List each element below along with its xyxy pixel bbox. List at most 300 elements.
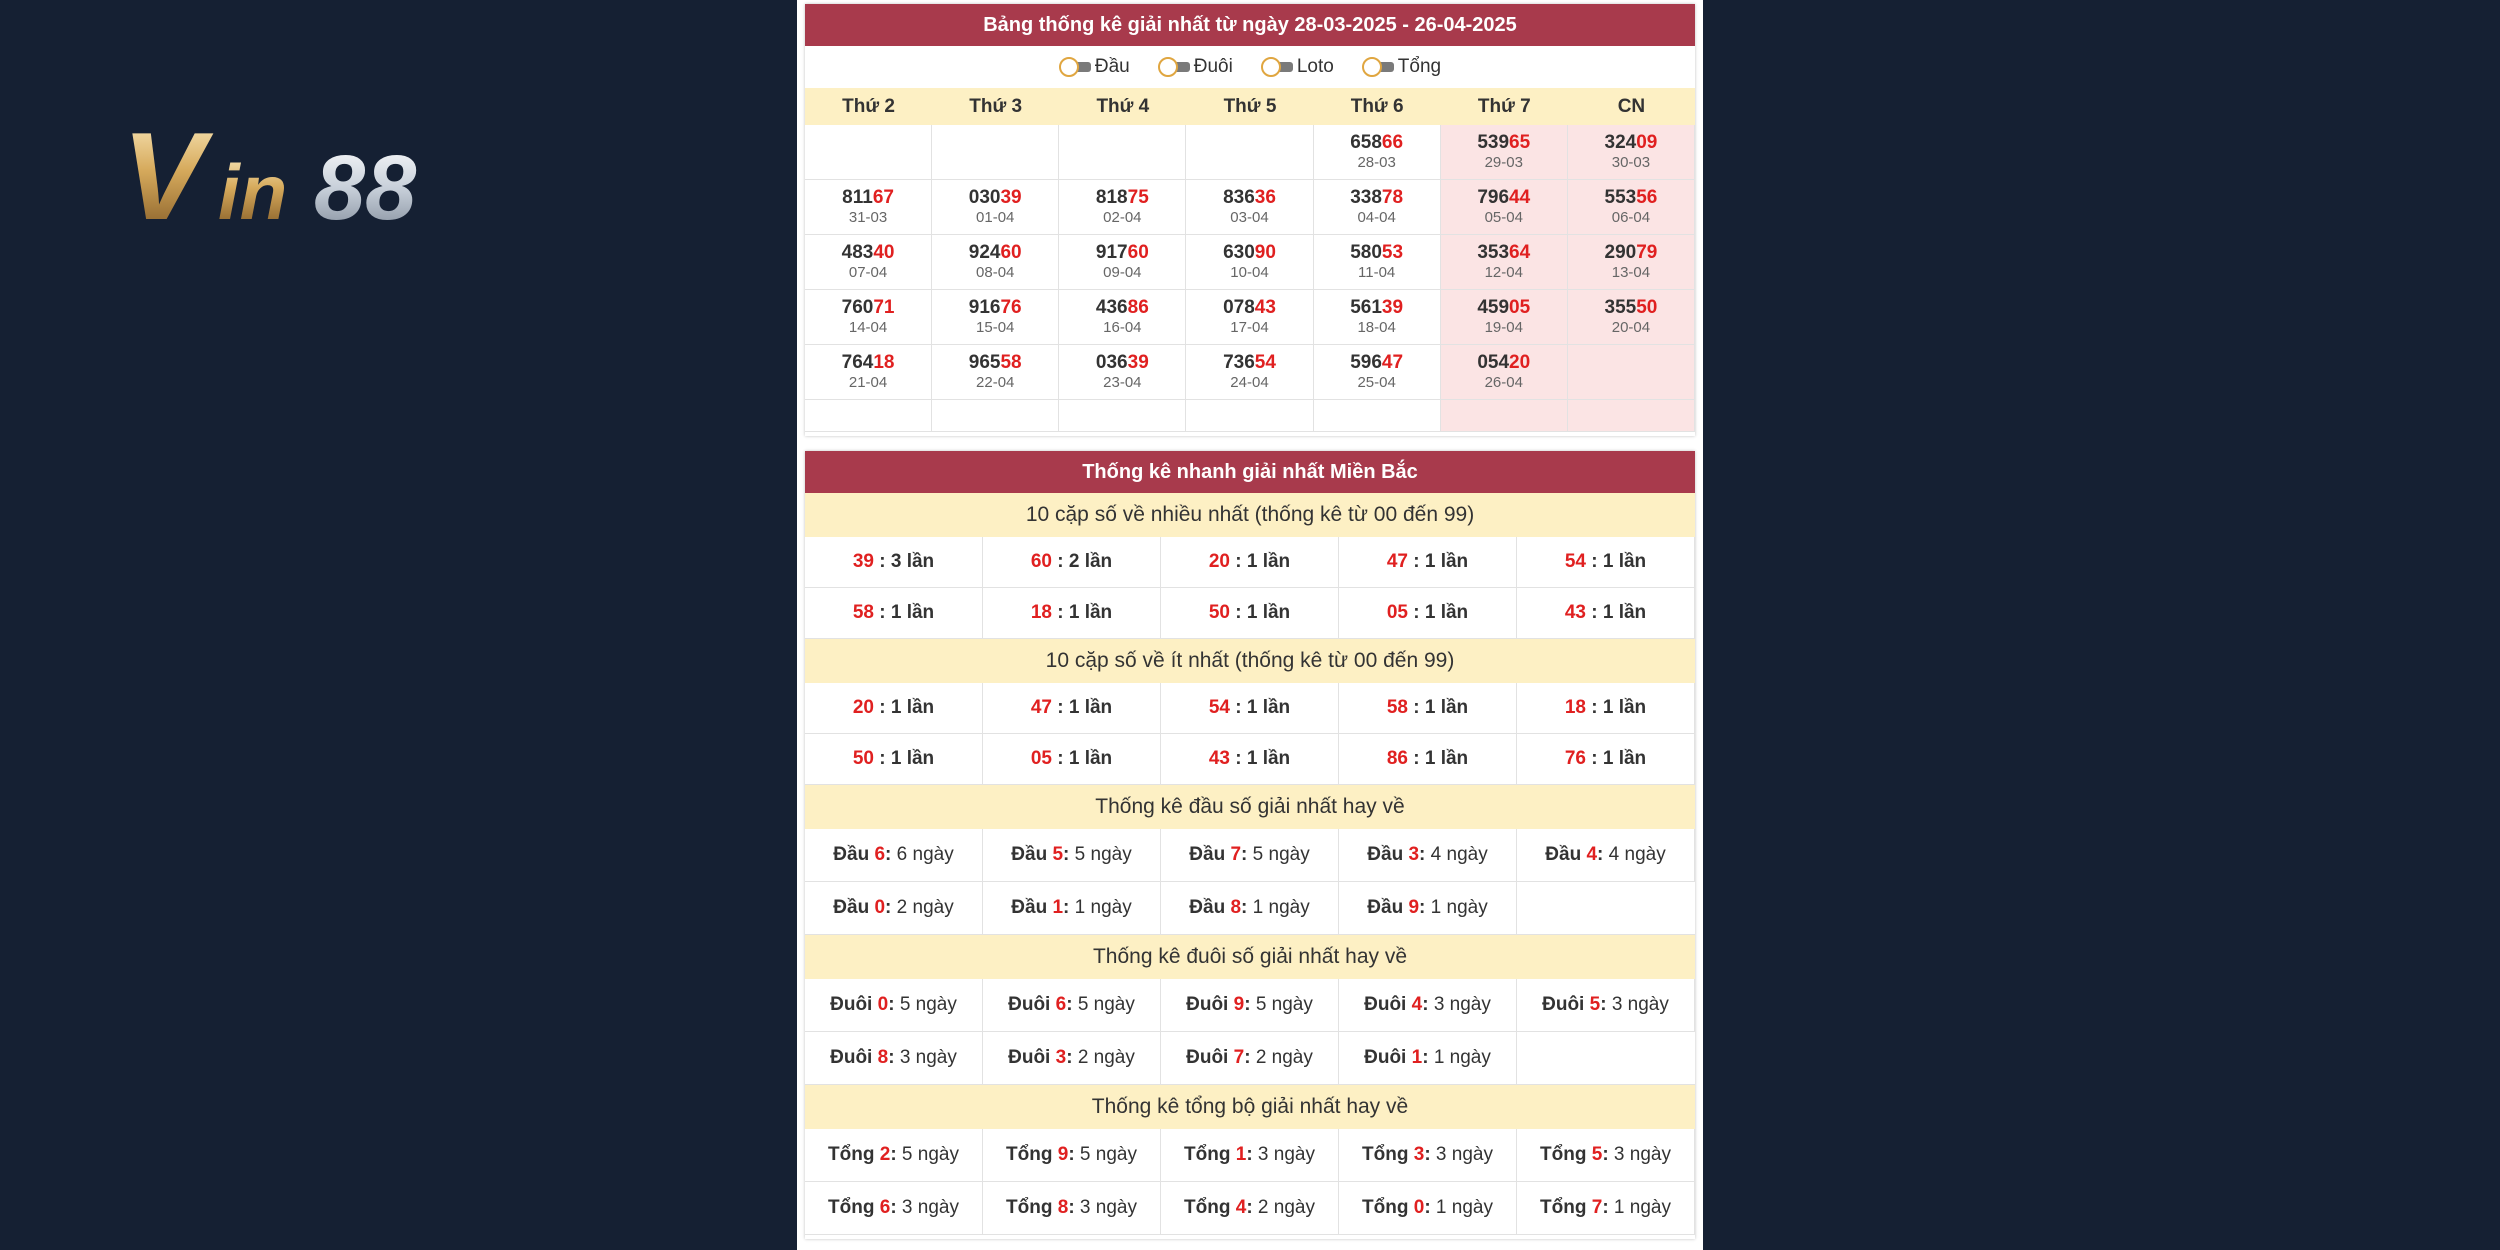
- result-number: [1096, 297, 1149, 319]
- separator: :: [1229, 697, 1247, 718]
- result-cell: [1059, 235, 1186, 290]
- stat-cell: [1517, 829, 1695, 882]
- pair-number: 58: [852, 602, 874, 623]
- result-date: 03-04: [1230, 209, 1269, 226]
- separator: :: [1600, 994, 1612, 1015]
- result-last-two: 79: [1636, 242, 1658, 263]
- result-number: [1223, 297, 1276, 319]
- result-number: [1477, 352, 1530, 374]
- stat-label: Tổng: [1006, 1197, 1053, 1218]
- result-number: [1605, 297, 1658, 319]
- stat-label: Đuôi: [1008, 1047, 1051, 1068]
- weekday-header: Thứ 2: [805, 88, 932, 125]
- pair-number: 60: [1030, 551, 1052, 572]
- empty-cell: [805, 400, 932, 432]
- stat-label: Tổng: [1184, 1144, 1231, 1165]
- stat-days: 3 ngày: [1435, 1144, 1493, 1165]
- result-last-two: 86: [1127, 297, 1149, 318]
- stat-label: Đuôi: [1008, 994, 1051, 1015]
- result-prefix: 965: [968, 352, 1001, 373]
- svg-text:V: V: [122, 115, 205, 235]
- result-number: [1605, 132, 1658, 154]
- stat-cell: [805, 829, 983, 882]
- separator: :: [1407, 748, 1425, 769]
- stat-digit: 1: [1235, 1144, 1247, 1165]
- stat-days: 5 ngày: [1255, 994, 1313, 1015]
- result-cell: [932, 290, 1059, 345]
- pair-number: 54: [1208, 697, 1230, 718]
- calendar-grid: [805, 88, 1695, 432]
- stat-days: 1 ngày: [1430, 897, 1488, 918]
- svg-text:88: 88: [314, 137, 417, 235]
- result-date: 30-03: [1611, 154, 1651, 171]
- pair-number: 47: [1030, 697, 1052, 718]
- stat-days: 3 ngày: [1613, 1144, 1671, 1165]
- stat-digit: 4: [1235, 1197, 1247, 1218]
- result-number: [969, 187, 1022, 209]
- result-date: 15-04: [976, 319, 1015, 336]
- pair-number: 47: [1386, 551, 1408, 572]
- stat-label: Đuôi: [1364, 1047, 1407, 1068]
- result-last-two: 36: [1254, 187, 1276, 208]
- separator: :: [1229, 748, 1247, 769]
- stat-days: 2 ngày: [1257, 1197, 1315, 1218]
- most-frequent-grid: [805, 537, 1695, 639]
- result-cell: [1441, 345, 1568, 400]
- separator: :: [1066, 994, 1078, 1015]
- result-last-two: 64: [1509, 242, 1531, 263]
- stat-label: Tổng: [1362, 1144, 1409, 1165]
- result-prefix: 836: [1223, 187, 1255, 208]
- result-number: [969, 352, 1022, 374]
- stat-cell: [983, 1129, 1161, 1182]
- stat-label: Đầu: [1011, 844, 1048, 865]
- separator: :: [1068, 1144, 1080, 1165]
- calendar-title: Bảng thống kê giải nhất từ ngày 28-03-2025 - 26-04-2025: [805, 4, 1695, 46]
- result-date: 05-04: [1484, 209, 1523, 226]
- stat-label: Tổng: [1184, 1197, 1231, 1218]
- stat-cell: [1517, 979, 1695, 1032]
- result-last-two: 71: [873, 297, 895, 318]
- vin88-logo: [118, 115, 488, 235]
- result-number: [1223, 352, 1276, 374]
- result-date: 24-04: [1230, 374, 1269, 391]
- result-number: [1350, 132, 1403, 154]
- separator: :: [1051, 697, 1069, 718]
- stat-cell: [983, 829, 1161, 882]
- result-number: [842, 297, 895, 319]
- result-last-two: 67: [872, 187, 894, 208]
- result-cell: [1186, 235, 1313, 290]
- result-cell: [932, 235, 1059, 290]
- result-last-two: 50: [1636, 297, 1658, 318]
- result-date: 04-04: [1357, 209, 1396, 226]
- pair-cell: [1161, 683, 1339, 734]
- separator: :: [1602, 1197, 1614, 1218]
- pair-cell: [1339, 537, 1517, 588]
- result-number: [1096, 187, 1149, 209]
- result-date: 13-04: [1611, 264, 1651, 281]
- separator: :: [1246, 1144, 1258, 1165]
- pair-count: 1 lần: [1246, 748, 1291, 769]
- weekday-header: Thứ 4: [1059, 88, 1186, 125]
- weekday-header: Thứ 7: [1441, 88, 1568, 125]
- result-last-two: 90: [1254, 242, 1276, 263]
- stat-label: Đầu: [833, 844, 870, 865]
- result-cell: [805, 345, 932, 400]
- stat-days: 3 ngày: [899, 1047, 957, 1068]
- result-date: 12-04: [1484, 264, 1523, 281]
- result-last-two: 56: [1636, 187, 1658, 208]
- stat-label: Đầu: [1189, 844, 1226, 865]
- calendar-card: [805, 4, 1695, 436]
- stat-cell: [1161, 1129, 1339, 1182]
- result-prefix: 078: [1223, 297, 1255, 318]
- stat-digit: 5: [1591, 1144, 1603, 1165]
- result-prefix: 764: [841, 352, 874, 373]
- sum-stats-title: Thống kê tổng bộ giải nhất hay về: [805, 1085, 1695, 1129]
- stat-digit: 8: [1230, 897, 1242, 918]
- result-date: 25-04: [1357, 374, 1396, 391]
- stat-label: Đầu: [1545, 844, 1582, 865]
- pair-count: 1 lần: [1246, 551, 1291, 572]
- pair-number: 76: [1564, 748, 1586, 769]
- empty-cell: [1186, 400, 1313, 432]
- empty-cell: [1441, 400, 1568, 432]
- pair-cell: [983, 537, 1161, 588]
- result-date: 02-04: [1103, 209, 1142, 226]
- pair-cell: [1161, 588, 1339, 639]
- toggle-2[interactable]: [1261, 56, 1334, 78]
- result-prefix: 760: [841, 297, 874, 318]
- result-date: 11-04: [1358, 264, 1396, 281]
- pair-number: 39: [852, 551, 874, 572]
- result-number: [1350, 187, 1403, 209]
- result-number: [1350, 242, 1403, 264]
- stat-cell: [805, 1129, 983, 1182]
- result-prefix: 353: [1477, 242, 1510, 263]
- stat-label: Tổng: [1540, 1144, 1587, 1165]
- stat-digit: 1: [1052, 897, 1064, 918]
- separator: :: [1424, 1197, 1436, 1218]
- pair-number: 18: [1030, 602, 1052, 623]
- stat-days: 5 ngày: [1079, 1144, 1137, 1165]
- result-prefix: 924: [968, 242, 1001, 263]
- stat-digit: 3: [1408, 844, 1420, 865]
- result-cell: [1186, 290, 1313, 345]
- empty-cell: [805, 125, 932, 180]
- pair-cell: [983, 683, 1161, 734]
- separator: :: [1229, 551, 1247, 572]
- pair-count: 1 lần: [1246, 697, 1291, 718]
- result-prefix: 324: [1604, 132, 1637, 153]
- stat-label: Đuôi: [1542, 994, 1585, 1015]
- pair-number: 43: [1208, 748, 1230, 769]
- stat-days: 3 ngày: [1611, 994, 1669, 1015]
- stat-days: 3 ngày: [1079, 1197, 1137, 1218]
- pair-cell: [805, 588, 983, 639]
- pair-number: 05: [1386, 602, 1408, 623]
- result-prefix: 553: [1604, 187, 1637, 208]
- result-cell: [805, 235, 932, 290]
- separator: :: [1407, 551, 1425, 572]
- pair-cell: [1517, 734, 1695, 785]
- separator: :: [873, 697, 891, 718]
- vin88-logo-image: [118, 115, 488, 235]
- stat-digit: 5: [1052, 844, 1064, 865]
- stat-cell: [1517, 1129, 1695, 1182]
- separator: :: [1424, 1144, 1436, 1165]
- toggle-knob: [1261, 57, 1281, 77]
- stat-label: Đầu: [1367, 844, 1404, 865]
- separator: :: [1422, 994, 1434, 1015]
- separator: :: [1051, 602, 1069, 623]
- result-date: 20-04: [1611, 319, 1651, 336]
- result-cell: [805, 290, 932, 345]
- separator: :: [1066, 1047, 1078, 1068]
- stat-cell: [1339, 979, 1517, 1032]
- separator: :: [1407, 602, 1425, 623]
- result-cell: [1441, 290, 1568, 345]
- result-last-two: 43: [1254, 297, 1276, 318]
- stat-label: Tổng: [1362, 1197, 1409, 1218]
- result-number: [842, 187, 894, 209]
- result-number: [1096, 352, 1149, 374]
- empty-cell: [1059, 125, 1186, 180]
- pair-cell: [983, 588, 1161, 639]
- pair-number: 43: [1564, 602, 1586, 623]
- result-prefix: 796: [1477, 187, 1510, 208]
- stats-title: Thống kê nhanh giải nhất Miền Bắc: [805, 451, 1695, 493]
- separator: :: [1063, 844, 1075, 865]
- stat-digit: 6: [879, 1197, 891, 1218]
- stat-label: Đuôi: [830, 994, 873, 1015]
- result-date: 06-04: [1611, 209, 1651, 226]
- empty-cell: [1568, 345, 1695, 400]
- result-cell: [1314, 290, 1441, 345]
- pair-cell: [1339, 734, 1517, 785]
- stat-digit: 6: [874, 844, 886, 865]
- separator: :: [1241, 844, 1253, 865]
- result-cell: [1441, 180, 1568, 235]
- weekday-header: Thứ 6: [1314, 88, 1441, 125]
- pair-cell: [1517, 683, 1695, 734]
- toggle-switch[interactable]: [1261, 57, 1295, 77]
- result-date: 08-04: [976, 264, 1015, 281]
- result-date: 19-04: [1484, 319, 1523, 336]
- result-prefix: 459: [1477, 297, 1510, 318]
- stat-label: Đuôi: [830, 1047, 873, 1068]
- result-last-two: 60: [1127, 242, 1149, 263]
- separator: :: [1241, 897, 1253, 918]
- result-cell: [1314, 345, 1441, 400]
- lottery-panel: [797, 0, 1703, 1250]
- stat-digit: 0: [1413, 1197, 1425, 1218]
- stat-digit: 4: [1586, 844, 1598, 865]
- pair-cell: [1161, 537, 1339, 588]
- stat-days: 1 ngày: [1613, 1197, 1671, 1218]
- result-last-two: 65: [1509, 132, 1531, 153]
- toggle-0[interactable]: [1059, 56, 1130, 78]
- stat-digit: 7: [1591, 1197, 1603, 1218]
- pair-count: 1 lần: [1424, 602, 1469, 623]
- separator: :: [1246, 1197, 1258, 1218]
- pair-count: 1 lần: [1424, 697, 1469, 718]
- separator: :: [1585, 602, 1603, 623]
- stat-cell: [983, 1182, 1161, 1235]
- stat-cell: [1339, 829, 1517, 882]
- stat-days: 1 ngày: [1252, 897, 1310, 918]
- empty-cell: [932, 125, 1059, 180]
- pair-cell: [1517, 588, 1695, 639]
- separator: :: [1602, 1144, 1614, 1165]
- separator: :: [885, 897, 897, 918]
- separator: :: [1229, 602, 1247, 623]
- result-date: 23-04: [1103, 374, 1142, 391]
- mode-toggles: [805, 46, 1695, 88]
- result-date: 22-04: [976, 374, 1015, 391]
- empty-cell: [1059, 400, 1186, 432]
- stat-digit: 3: [1055, 1047, 1067, 1068]
- toggle-3[interactable]: [1362, 56, 1441, 78]
- separator: :: [873, 748, 891, 769]
- stat-cell: [983, 1032, 1161, 1085]
- result-cell: [1186, 180, 1313, 235]
- pair-count: 1 lần: [1068, 602, 1113, 623]
- pair-count: 1 lần: [1602, 748, 1647, 769]
- result-date: 18-04: [1357, 319, 1396, 336]
- toggle-switch[interactable]: [1362, 57, 1396, 77]
- toggle-switch[interactable]: [1158, 57, 1192, 77]
- result-date: 21-04: [848, 374, 888, 391]
- pair-number: 50: [1208, 602, 1230, 623]
- result-prefix: 036: [1095, 352, 1128, 373]
- stat-label: Tổng: [828, 1197, 875, 1218]
- separator: :: [1585, 551, 1603, 572]
- result-last-two: 40: [873, 242, 895, 263]
- result-cell: [1314, 235, 1441, 290]
- result-last-two: 47: [1381, 352, 1404, 373]
- separator: :: [885, 844, 897, 865]
- separator: :: [1244, 994, 1256, 1015]
- result-prefix: 818: [1095, 187, 1128, 208]
- result-number: [842, 242, 895, 264]
- result-prefix: 736: [1223, 352, 1255, 373]
- toggle-label: Đầu: [1094, 56, 1130, 77]
- result-prefix: 561: [1350, 297, 1382, 318]
- result-date: 16-04: [1103, 319, 1142, 336]
- stat-label: Đầu: [1011, 897, 1048, 918]
- result-last-two: 18: [873, 352, 895, 373]
- pair-cell: [1339, 683, 1517, 734]
- pair-count: 2 lần: [1068, 551, 1113, 572]
- result-last-two: 39: [1381, 297, 1404, 318]
- result-date: 31-03: [848, 209, 888, 226]
- stat-days: 5 ngày: [1252, 844, 1310, 865]
- result-cell: [1441, 125, 1568, 180]
- toggle-switch[interactable]: [1059, 57, 1093, 77]
- separator: :: [873, 551, 891, 572]
- weekday-header: Thứ 3: [932, 88, 1059, 125]
- result-date: 01-04: [976, 209, 1015, 226]
- result-cell: [1568, 180, 1695, 235]
- head-stats-title: Thống kê đầu số giải nhất hay về: [805, 785, 1695, 829]
- result-prefix: 483: [841, 242, 874, 263]
- result-number: [969, 297, 1022, 319]
- result-number: [1477, 297, 1530, 319]
- pair-count: 1 lần: [1424, 748, 1469, 769]
- stat-label: Tổng: [828, 1144, 875, 1165]
- weekday-header: Thứ 5: [1186, 88, 1313, 125]
- stat-days: 2 ngày: [1077, 1047, 1135, 1068]
- empty-cell: [1517, 1032, 1695, 1085]
- stat-days: 1 ngày: [1433, 1047, 1491, 1068]
- stat-days: 4 ngày: [1608, 844, 1666, 865]
- empty-cell: [1186, 125, 1313, 180]
- stat-days: 4 ngày: [1430, 844, 1488, 865]
- result-cell: [1568, 235, 1695, 290]
- pair-count: 1 lần: [1602, 602, 1647, 623]
- stat-days: 1 ngày: [1074, 897, 1132, 918]
- result-prefix: 916: [968, 297, 1001, 318]
- separator: :: [873, 602, 891, 623]
- stat-cell: [805, 979, 983, 1032]
- pair-count: 3 lần: [890, 551, 935, 572]
- stat-cell: [1339, 1129, 1517, 1182]
- pair-count: 1 lần: [1068, 697, 1113, 718]
- result-last-two: 58: [1000, 352, 1022, 373]
- stat-cell: [1517, 1182, 1695, 1235]
- empty-cell: [1314, 400, 1441, 432]
- stat-cell: [1161, 1032, 1339, 1085]
- stat-cell: [1161, 979, 1339, 1032]
- separator: :: [1585, 748, 1603, 769]
- result-cell: [1314, 180, 1441, 235]
- separator: :: [1068, 1197, 1080, 1218]
- stat-days: 2 ngày: [1255, 1047, 1313, 1068]
- result-prefix: 338: [1350, 187, 1382, 208]
- stat-days: 5 ngày: [1077, 994, 1135, 1015]
- stat-days: 1 ngày: [1435, 1197, 1493, 1218]
- result-cell: [805, 180, 932, 235]
- result-number: [1223, 242, 1276, 264]
- stat-label: Đuôi: [1364, 994, 1407, 1015]
- result-cell: [932, 180, 1059, 235]
- empty-cell: [932, 400, 1059, 432]
- toggle-1[interactable]: [1158, 56, 1233, 78]
- stat-days: 3 ngày: [1257, 1144, 1315, 1165]
- result-prefix: 436: [1095, 297, 1128, 318]
- separator: :: [1244, 1047, 1256, 1068]
- pair-cell: [805, 537, 983, 588]
- result-prefix: 355: [1604, 297, 1637, 318]
- separator: :: [1051, 551, 1069, 572]
- toggle-knob: [1362, 57, 1382, 77]
- separator: :: [1407, 697, 1425, 718]
- empty-cell: [1568, 400, 1695, 432]
- result-last-two: 09: [1636, 132, 1658, 153]
- pair-cell: [1517, 537, 1695, 588]
- result-cell: [1568, 125, 1695, 180]
- result-last-two: 66: [1381, 132, 1404, 153]
- result-last-two: 53: [1381, 242, 1404, 263]
- stat-digit: 1: [1411, 1047, 1423, 1068]
- stat-cell: [805, 882, 983, 935]
- result-last-two: 39: [1000, 187, 1022, 208]
- separator: :: [1597, 844, 1609, 865]
- stat-digit: 7: [1233, 1047, 1245, 1068]
- least-frequent-grid: [805, 683, 1695, 785]
